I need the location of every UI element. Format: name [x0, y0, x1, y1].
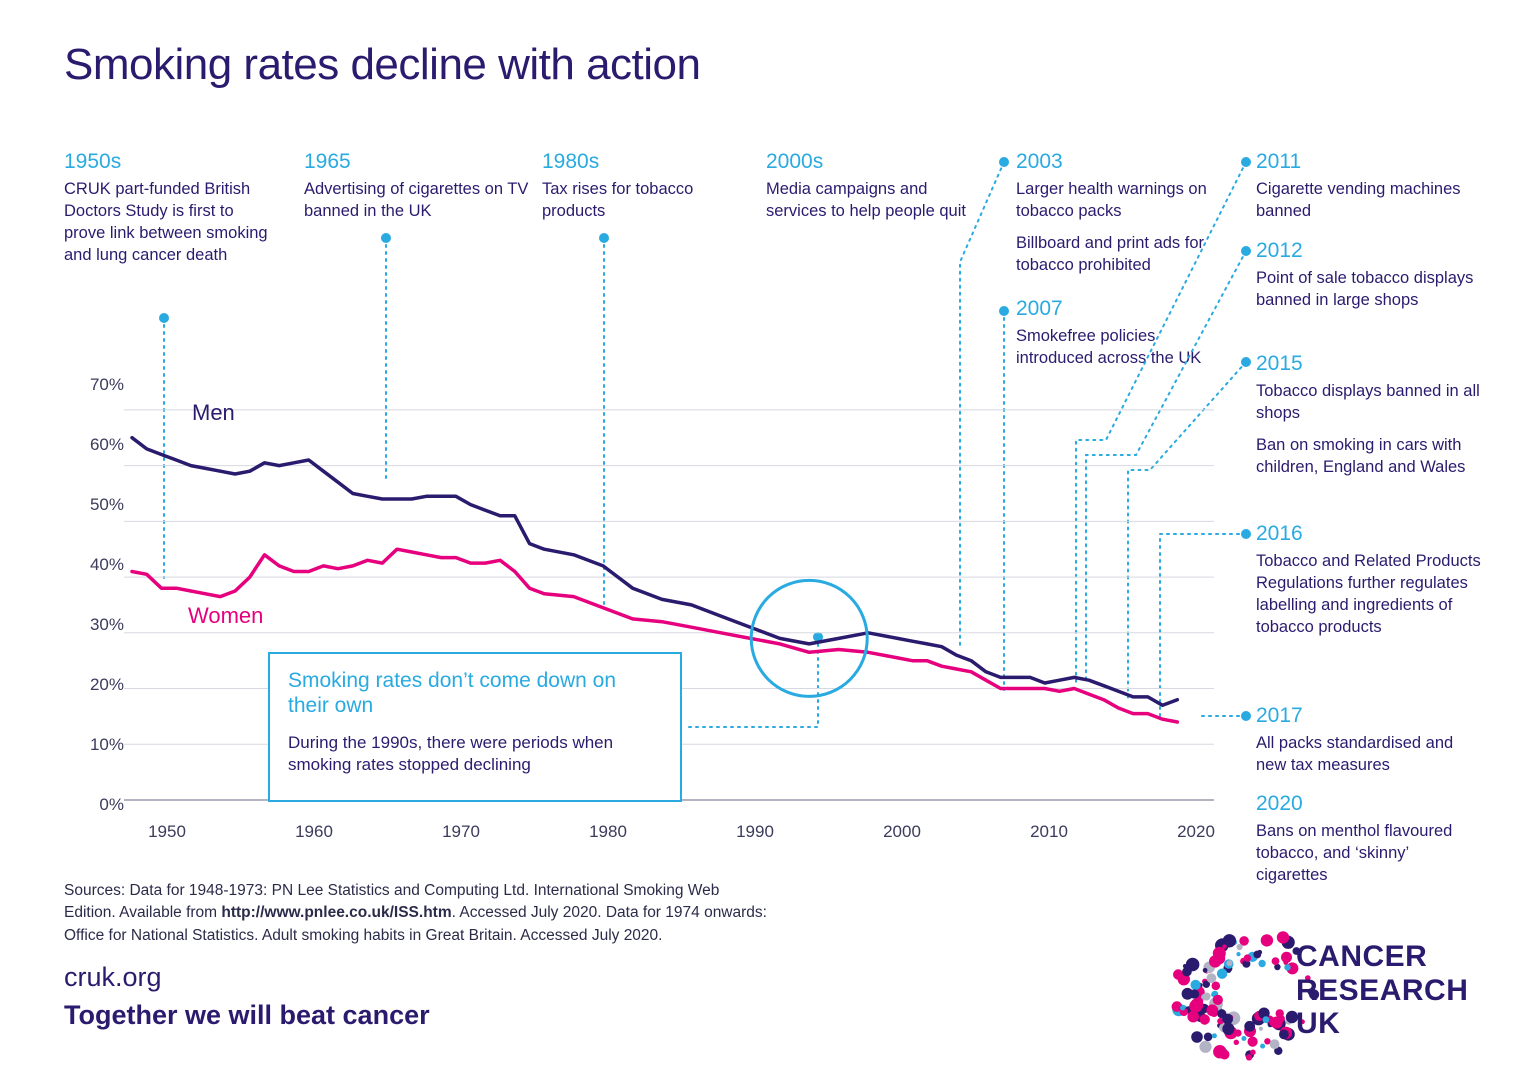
annotation-2000s [766, 148, 981, 223]
annotation-year: 2000s [766, 150, 824, 173]
annotation-text: Tobacco and Related Products Regulations further regulates labelling and ingredients of tobacco products [1256, 551, 1481, 636]
x-tick-label: 1950 [148, 822, 186, 841]
annotation-year: 2016 [1256, 522, 1303, 545]
annotation-2011 [1256, 148, 1476, 223]
annotation-text: Media campaigns and services to help people quit [766, 179, 966, 220]
sources-line-3: Office for National Statistics. Adult smoking habits in Great Britain. Accessed July 2020. [64, 926, 663, 944]
annotation-text: Smokefree policies introduced across the UK [1016, 326, 1202, 367]
annotation-2020 [1256, 790, 1481, 887]
annotation-1950s [64, 148, 279, 267]
y-tick-label: 30% [89, 615, 124, 634]
annotation-year: 2012 [1256, 239, 1303, 262]
annotation-2003 [1016, 148, 1231, 277]
y-tick-label: 20% [89, 675, 124, 694]
annotation-text: Tax rises for tobacco products [542, 179, 694, 220]
sources-line-1: Sources: Data for 1948-1973: PN Lee Statistics and Computing Ltd. International Smoking Web [64, 882, 720, 899]
sources-line-2a: Edition. Available from [64, 904, 222, 922]
x-tick-label: 1990 [736, 822, 774, 841]
y-tick-label: 70% [89, 375, 124, 394]
series-label-women: Women [188, 603, 264, 628]
cruk-logo-text [1296, 940, 1468, 1041]
annotation-text: Tobacco displays banned in all shops [1256, 381, 1480, 422]
y-tick-label: 40% [89, 555, 124, 574]
annotation-year: 2007 [1016, 297, 1063, 320]
sources-line-2b: . Accessed July 2020. Data for 1974 onwards: [451, 904, 767, 922]
annotation-year: 2015 [1256, 352, 1303, 375]
cruk-site-link[interactable]: cruk.org [64, 962, 162, 992]
annotation-year: 1980s [542, 150, 600, 173]
x-tick-label: 1960 [295, 822, 333, 841]
callout-box [268, 652, 682, 802]
page-title: Smoking rates decline with action [64, 40, 701, 89]
x-tick-label: 2010 [1030, 822, 1068, 841]
logo-line-2: RESEARCH [1296, 973, 1469, 1007]
y-tick-label: 10% [89, 735, 124, 754]
x-tick-label: 2000 [883, 822, 921, 841]
annotation-text: Billboard and print ads for tobacco prohibited [1016, 233, 1205, 274]
annotation-year: 2020 [1256, 792, 1303, 815]
cruk-tagline: Together we will beat cancer [64, 1000, 430, 1030]
annotation-year: 1950s [64, 150, 122, 173]
logo-line-1: CANCER [1296, 940, 1428, 973]
annotation-2015 [1256, 350, 1481, 479]
series-label-men: Men [192, 400, 235, 425]
x-tick-label: 1970 [442, 822, 480, 841]
annotation-text: Cigarette vending machines banned [1256, 179, 1461, 220]
annotation-text: Bans on menthol flavoured tobacco, and ‘skinny’ cigarettes [1256, 821, 1453, 884]
annotation-year: 2003 [1016, 150, 1063, 173]
callout-body: During the 1990s, there were periods when smoking rates stopped declining [288, 733, 614, 775]
sources-line-2 [64, 902, 894, 924]
sources-block [64, 880, 894, 947]
annotation-1965 [304, 148, 529, 223]
annotation-year: 1965 [304, 150, 351, 173]
sources-url[interactable]: http://www.pnlee.co.uk/ISS.htm [221, 904, 452, 922]
y-tick-label: 50% [89, 495, 124, 514]
annotation-text: Ban on smoking in cars with children, England and Wales [1256, 435, 1466, 476]
y-tick-label: 0% [99, 795, 124, 814]
annotation-2012 [1256, 237, 1481, 312]
annotation-2016 [1256, 520, 1481, 639]
annotation-2017 [1256, 702, 1481, 777]
y-tick-label: 60% [89, 435, 124, 454]
logo-line-3: UK [1296, 1007, 1341, 1041]
annotation-text: Point of sale tobacco displays banned in large shops [1256, 268, 1474, 309]
x-tick-label: 1980 [589, 822, 627, 841]
annotation-year: 2011 [1256, 150, 1302, 173]
annotation-text: All packs standardised and new tax measures [1256, 733, 1454, 774]
annotation-text: CRUK part-funded British Doctors Study is first to prove link between smoking and lung cancer death [64, 179, 268, 264]
callout-heading: Smoking rates don’t come down on their own [288, 669, 617, 718]
annotation-text: Larger health warnings on tobacco packs [1016, 179, 1207, 220]
annotation-1980s [542, 148, 742, 223]
annotation-2007 [1016, 295, 1231, 370]
annotation-year: 2017 [1256, 704, 1303, 727]
annotation-text: Advertising of cigarettes on TV banned in the UK [304, 179, 529, 220]
x-tick-label: 2020 [1177, 822, 1215, 841]
